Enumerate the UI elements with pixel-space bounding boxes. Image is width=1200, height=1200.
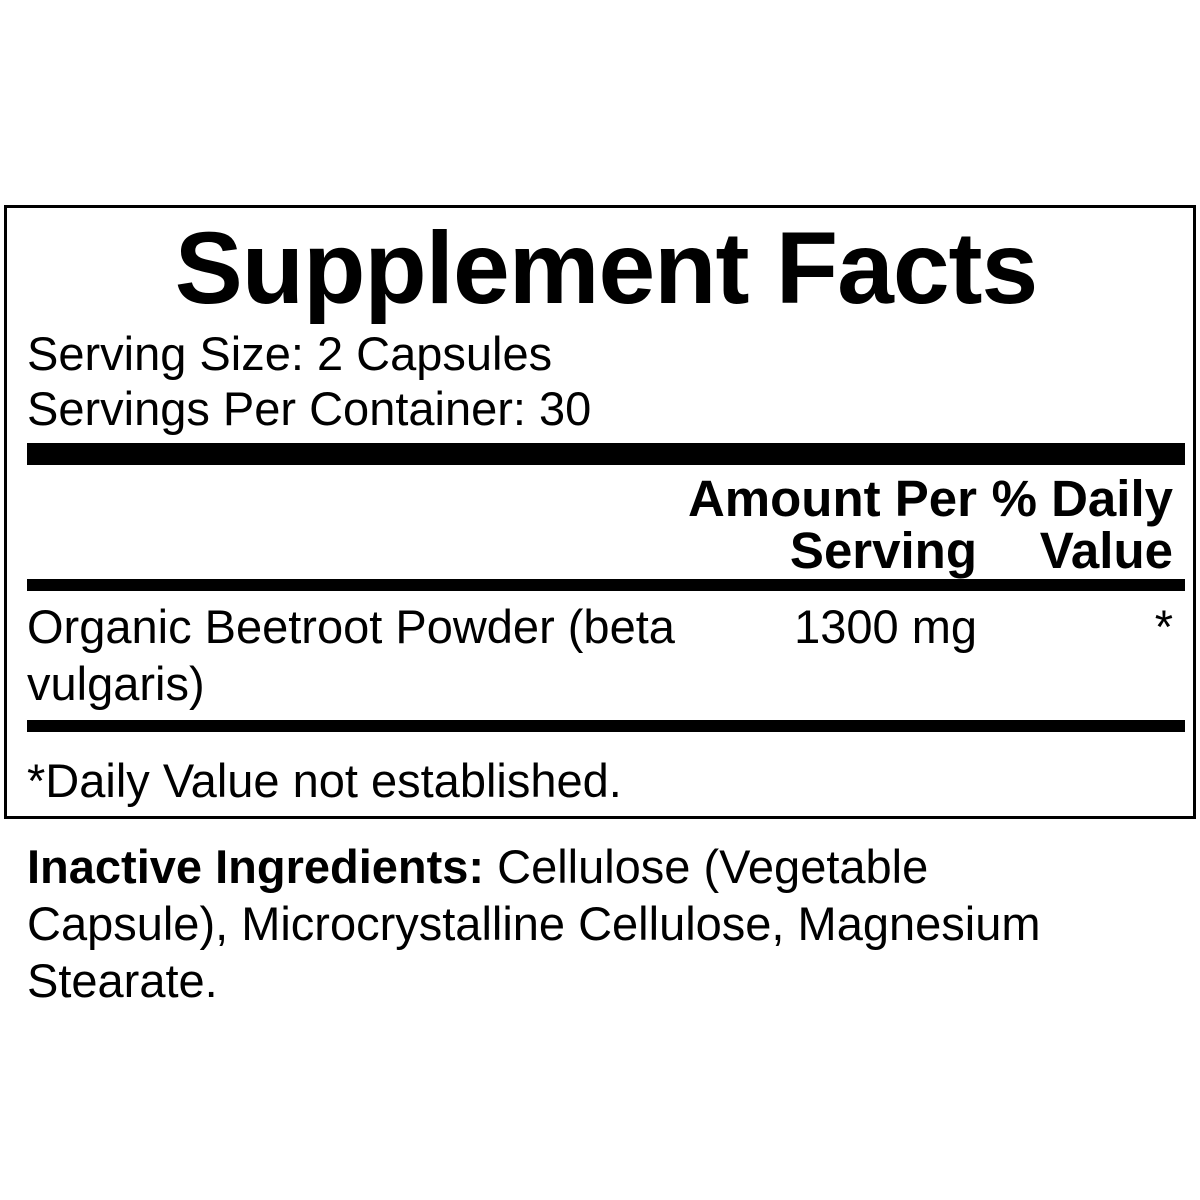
supplement-facts-box: [4, 205, 1196, 819]
ingredient-amount: 1300 mg: [794, 600, 977, 653]
amount-per-serving-header: [687, 470, 977, 579]
divider-thick-bar: [27, 443, 1185, 465]
amount-header-line1: Amount Per: [687, 470, 977, 527]
amount-header-line2: Serving: [789, 522, 977, 579]
inactive-ingredients-label: Inactive Ingredients:: [27, 840, 485, 893]
ingredient-name: Organic Beetroot Powder (beta vulgaris): [27, 600, 675, 710]
supplement-facts-title: Supplement Facts: [174, 211, 1038, 325]
serving-info: [27, 326, 1185, 436]
serving-size-text: Serving Size: 2 Capsules: [27, 327, 553, 380]
column-headers: [27, 465, 1185, 579]
ingredient-daily-value: *: [1154, 600, 1173, 653]
divider-medium-bar-top: [27, 579, 1185, 591]
ingredient-row: [27, 591, 1185, 720]
servings-per-container-text: Servings Per Container: 30: [27, 382, 592, 435]
inactive-ingredients-paragraph: [27, 838, 1107, 1009]
percent-daily-value-header: [977, 470, 1173, 579]
daily-value-footnote: *Daily Value not established.: [27, 754, 622, 807]
dv-header-line2: Value: [1039, 522, 1173, 579]
dv-header-line1: % Daily: [991, 470, 1173, 527]
divider-medium-bar-bottom: [27, 720, 1185, 732]
inactive-ingredients-text: Cellulose (Vegetable Capsule), Microcrystalline Cellulose, Magnesium Stearate.: [27, 840, 1041, 1007]
